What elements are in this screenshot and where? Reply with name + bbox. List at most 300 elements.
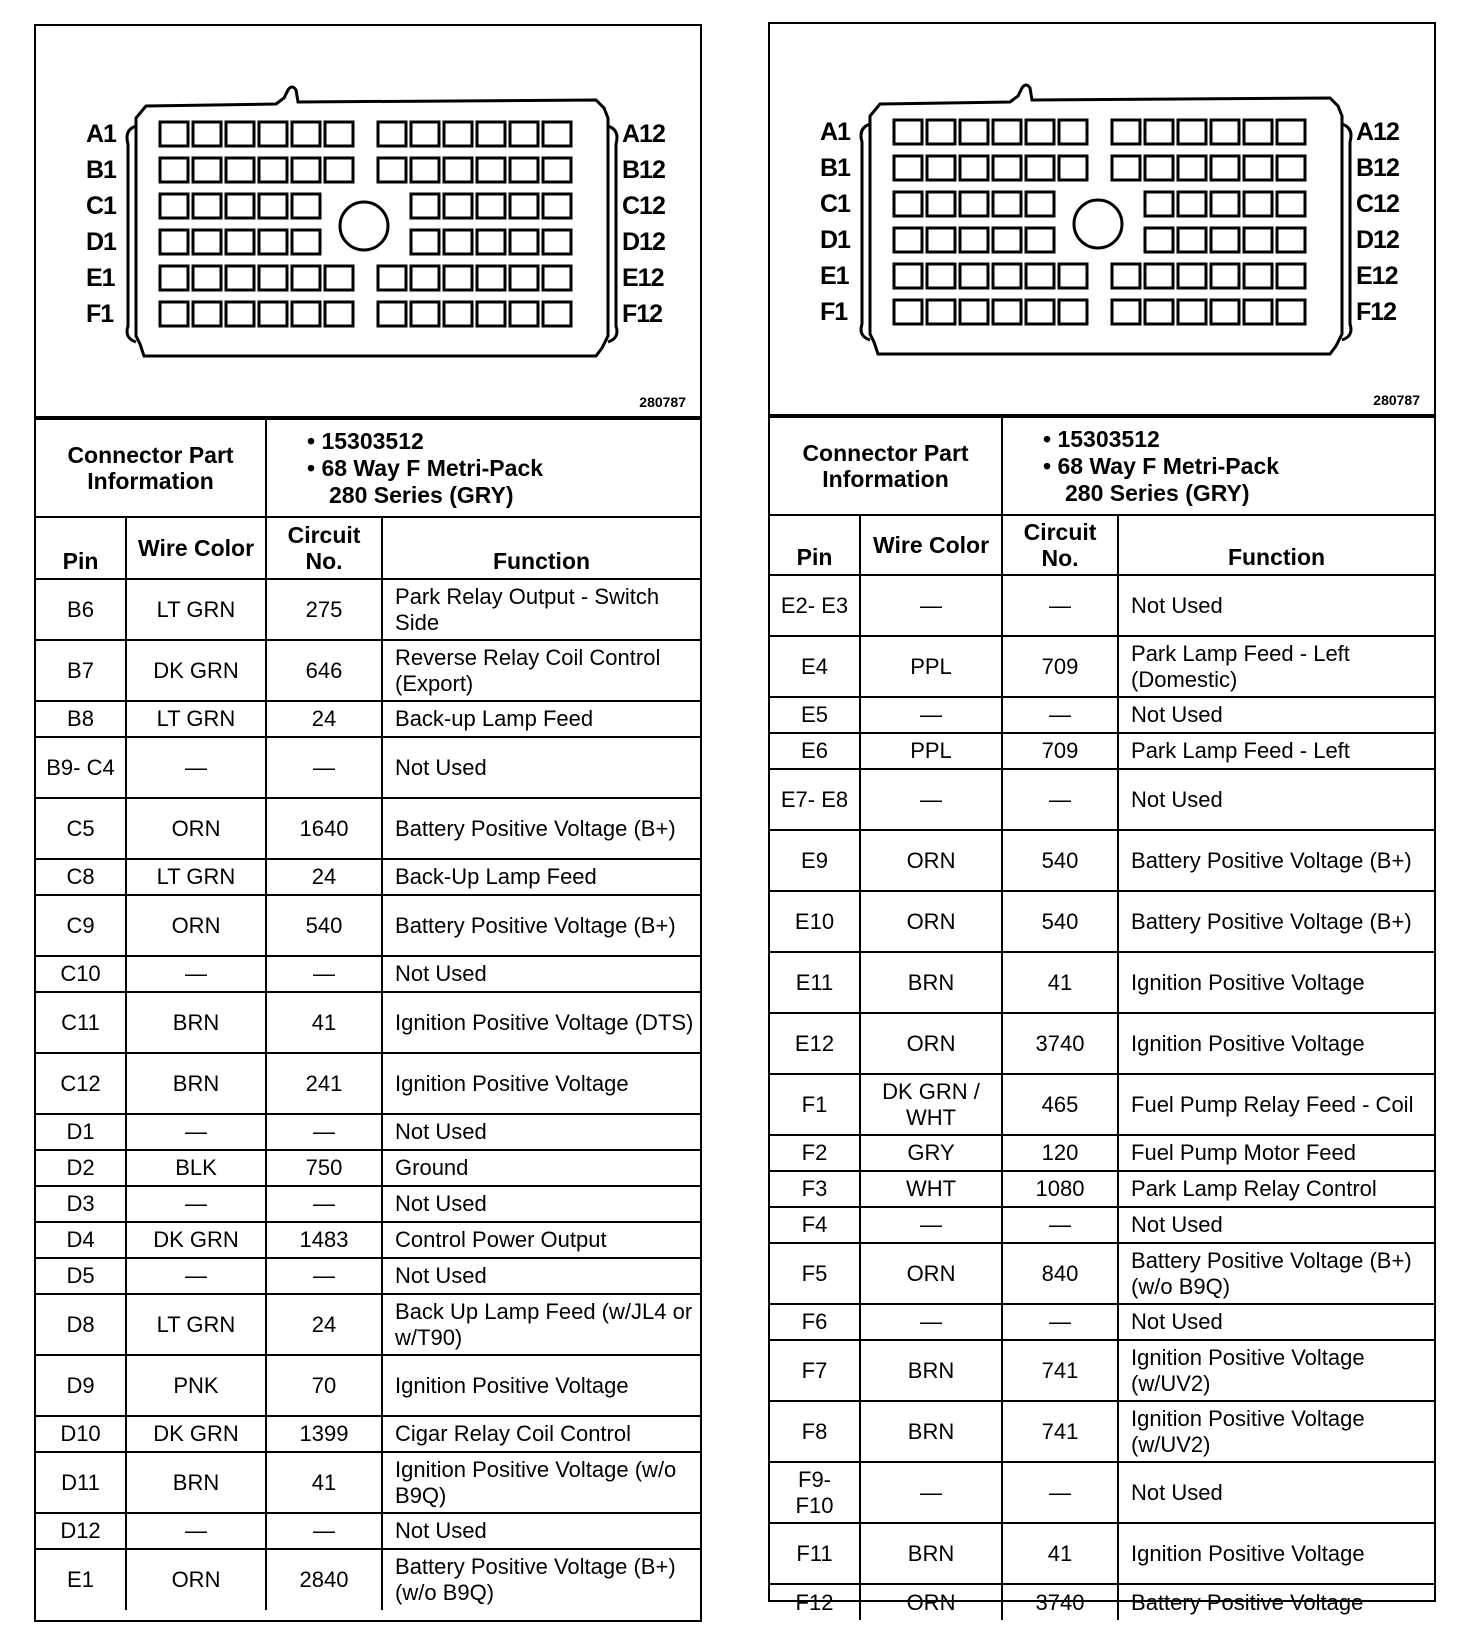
pin-cell: F6 — [770, 1304, 860, 1340]
circuit-cell: — — [1002, 1462, 1118, 1523]
pin-cavity — [1244, 228, 1272, 252]
pin-cavity — [1277, 228, 1305, 252]
circuit-cell: — — [266, 1114, 382, 1150]
pin-cavity — [411, 194, 439, 218]
pin-cavity — [411, 302, 439, 326]
function-cell: Not Used — [1118, 697, 1434, 733]
row-label-right: D12 — [622, 228, 665, 256]
row-label-right: A12 — [1356, 118, 1399, 146]
wire-color-cell: — — [126, 1186, 266, 1222]
left-panel — [34, 24, 702, 1622]
row-label-left: E1 — [86, 264, 115, 292]
pin-cell: D2 — [36, 1150, 126, 1186]
wire-color-cell: BLK — [126, 1150, 266, 1186]
row-label-left: C1 — [820, 190, 850, 218]
table-row — [770, 1243, 1434, 1304]
pin-cavity — [477, 266, 505, 290]
row-label-right: C12 — [1356, 190, 1399, 218]
pin-cavity — [894, 120, 922, 144]
row-label-right: A12 — [622, 120, 665, 148]
circuit-cell: — — [266, 1513, 382, 1549]
pin-cavity — [477, 158, 505, 182]
pin-cavity — [292, 194, 320, 218]
pin-cavity — [894, 192, 922, 216]
table-row — [36, 1150, 700, 1186]
pin-cavity — [543, 302, 571, 326]
pin-cavity — [444, 158, 472, 182]
pin-cell: E7- E8 — [770, 769, 860, 830]
part-number: • 15303512 — [307, 427, 424, 454]
row-label-right: D12 — [1356, 226, 1399, 254]
pin-cell: D10 — [36, 1416, 126, 1452]
connector-part-label: Connector Part Information — [36, 419, 266, 517]
function-cell: Park Lamp Feed - Left (Domestic) — [1118, 636, 1434, 697]
circuit-cell: 3740 — [1002, 1013, 1118, 1074]
pin-cavity — [1145, 300, 1173, 324]
pin-cavity — [259, 122, 287, 146]
table-row — [770, 1171, 1434, 1207]
pin-cavity — [1277, 192, 1305, 216]
pin-cavity — [1059, 264, 1087, 288]
function-cell: Fuel Pump Motor Feed — [1118, 1135, 1434, 1171]
table-row — [36, 1513, 700, 1549]
pin-cavity — [411, 122, 439, 146]
row-label-left: B1 — [820, 154, 850, 182]
pin-cell: E6 — [770, 733, 860, 769]
pin-cell: C8 — [36, 859, 126, 895]
pin-cavity — [226, 122, 254, 146]
table-row — [36, 1294, 700, 1355]
function-cell: Not Used — [1118, 769, 1434, 830]
table-row — [36, 1416, 700, 1452]
circuit-cell: 540 — [1002, 830, 1118, 891]
wire-color-cell: ORN — [126, 798, 266, 859]
circuit-cell: 41 — [266, 992, 382, 1053]
pin-cavity — [477, 194, 505, 218]
table-row — [36, 1222, 700, 1258]
function-cell: Ignition Positive Voltage (w/UV2) — [1118, 1340, 1434, 1401]
pin-cell: E9 — [770, 830, 860, 891]
table-row — [36, 1549, 700, 1610]
pin-cavity — [259, 302, 287, 326]
pin-cavity — [960, 228, 988, 252]
pin-cavity — [1026, 192, 1054, 216]
pin-cell: F5 — [770, 1243, 860, 1304]
function-cell: Ignition Positive Voltage — [382, 1355, 700, 1416]
polarization-key — [340, 202, 388, 250]
wire-color-cell: LT GRN — [126, 859, 266, 895]
pin-cavity — [259, 194, 287, 218]
pin-cavity — [1211, 120, 1239, 144]
pin-cavity — [325, 302, 353, 326]
table-row — [36, 579, 700, 640]
pin-cavity — [1277, 264, 1305, 288]
pin-cavity — [193, 194, 221, 218]
circuit-cell: 750 — [266, 1150, 382, 1186]
table-row — [770, 1074, 1434, 1135]
pin-cell: F9- F10 — [770, 1462, 860, 1523]
connector-part-values — [1002, 417, 1434, 515]
pin-cavity — [292, 266, 320, 290]
function-cell: Park Lamp Relay Control — [1118, 1171, 1434, 1207]
function-cell: Not Used — [382, 956, 700, 992]
circuit-cell: 709 — [1002, 733, 1118, 769]
pin-cavity — [993, 156, 1021, 180]
pin-cavity — [477, 230, 505, 254]
pin-cavity — [1211, 300, 1239, 324]
pin-cavity — [411, 266, 439, 290]
table-row — [36, 737, 700, 798]
table-row — [36, 798, 700, 859]
pin-cavity — [1244, 120, 1272, 144]
function-cell: Not Used — [382, 737, 700, 798]
pin-cavity — [193, 266, 221, 290]
table-row — [36, 1355, 700, 1416]
wire-color-cell: — — [860, 697, 1002, 733]
pin-cavity — [960, 264, 988, 288]
wire-color-cell: DK GRN — [126, 1416, 266, 1452]
pin-cell: D9 — [36, 1355, 126, 1416]
function-cell: Ground — [382, 1150, 700, 1186]
table-row — [770, 1304, 1434, 1340]
pin-cavity — [1244, 192, 1272, 216]
table-row — [770, 1135, 1434, 1171]
function-cell: Battery Positive Voltage (B+) — [382, 798, 700, 859]
function-cell: Not Used — [1118, 1207, 1434, 1243]
function-cell: Ignition Positive Voltage (w/o B9Q) — [382, 1452, 700, 1513]
pin-cavity — [993, 264, 1021, 288]
pin-cavity — [1178, 192, 1206, 216]
function-cell: Battery Positive Voltage (B+) — [1118, 891, 1434, 952]
pin-cavity — [1026, 120, 1054, 144]
wire-color-cell: DK GRN / WHT — [860, 1074, 1002, 1135]
table-row — [770, 891, 1434, 952]
pin-cavity — [160, 266, 188, 290]
pin-cavity — [894, 156, 922, 180]
pin-cavity — [325, 266, 353, 290]
connector-face-right — [770, 24, 1434, 414]
pinout-table-left — [36, 418, 700, 1610]
wire-color-cell: BRN — [860, 952, 1002, 1013]
header-wire-color: Wire Color — [860, 515, 1002, 575]
row-label-right: F12 — [1356, 298, 1397, 326]
pin-cavity — [411, 158, 439, 182]
wire-color-cell: — — [860, 1207, 1002, 1243]
part-desc-2: 280 Series (GRY) — [329, 481, 514, 508]
row-label-right: C12 — [622, 192, 665, 220]
pin-cavity — [960, 192, 988, 216]
pin-cavity — [160, 230, 188, 254]
figure-number: 280787 — [1373, 392, 1420, 408]
header-pin: Pin — [770, 515, 860, 575]
pin-cavity — [927, 228, 955, 252]
pin-cell: D5 — [36, 1258, 126, 1294]
pin-cell: D1 — [36, 1114, 126, 1150]
function-cell: Ignition Positive Voltage — [382, 1053, 700, 1114]
row-label-left: F1 — [820, 298, 848, 326]
table-row — [36, 1053, 700, 1114]
pin-cavity — [1026, 264, 1054, 288]
wire-color-cell: PPL — [860, 733, 1002, 769]
pin-cavity — [378, 266, 406, 290]
wire-color-cell: BRN — [860, 1401, 1002, 1462]
wire-color-cell: DK GRN — [126, 1222, 266, 1258]
circuit-cell: 41 — [1002, 952, 1118, 1013]
table-row — [770, 1207, 1434, 1243]
row-label-left: F1 — [86, 300, 114, 328]
function-cell: Not Used — [382, 1114, 700, 1150]
pin-cell: F12 — [770, 1584, 860, 1620]
function-cell: Control Power Output — [382, 1222, 700, 1258]
table-row — [770, 1584, 1434, 1620]
wire-color-cell: ORN — [860, 1013, 1002, 1074]
pin-cavity — [543, 194, 571, 218]
pin-cavity — [292, 302, 320, 326]
pin-cavity — [1145, 228, 1173, 252]
circuit-cell: — — [266, 1258, 382, 1294]
pin-cavity — [1145, 192, 1173, 216]
table-row — [770, 1523, 1434, 1584]
pin-cavity — [1026, 228, 1054, 252]
pin-cavity — [1211, 192, 1239, 216]
pin-cavity — [543, 158, 571, 182]
wire-color-cell: LT GRN — [126, 579, 266, 640]
pin-cavity — [1112, 120, 1140, 144]
pin-cell: D11 — [36, 1452, 126, 1513]
pin-cavity — [378, 122, 406, 146]
pin-cell: E5 — [770, 697, 860, 733]
pin-cavity — [1112, 300, 1140, 324]
pin-cavity — [1211, 156, 1239, 180]
connector-part-values — [266, 419, 700, 517]
pin-cavity — [1178, 264, 1206, 288]
pin-cavity — [444, 122, 472, 146]
function-cell: Ignition Positive Voltage (w/UV2) — [1118, 1401, 1434, 1462]
pin-cell: F7 — [770, 1340, 860, 1401]
table-row — [36, 1258, 700, 1294]
wire-color-cell: ORN — [126, 895, 266, 956]
circuit-cell: 741 — [1002, 1401, 1118, 1462]
wire-color-cell: — — [126, 956, 266, 992]
table-row — [770, 1401, 1434, 1462]
pin-cavity — [1026, 156, 1054, 180]
circuit-cell: 41 — [1002, 1523, 1118, 1584]
header-function: Function — [1118, 515, 1434, 575]
row-label-right: B12 — [1356, 154, 1399, 182]
circuit-cell: 741 — [1002, 1340, 1118, 1401]
pin-cavity — [927, 120, 955, 144]
pin-cavity — [193, 230, 221, 254]
circuit-cell: 709 — [1002, 636, 1118, 697]
circuit-cell: 465 — [1002, 1074, 1118, 1135]
function-cell: Ignition Positive Voltage (DTS) — [382, 992, 700, 1053]
table-row — [770, 952, 1434, 1013]
table-row — [770, 733, 1434, 769]
pin-cell: E10 — [770, 891, 860, 952]
circuit-cell: 241 — [266, 1053, 382, 1114]
pin-cavity — [960, 120, 988, 144]
pin-cavity — [1277, 120, 1305, 144]
pin-cavity — [226, 266, 254, 290]
table-row — [36, 701, 700, 737]
table-row — [770, 769, 1434, 830]
table-row — [770, 697, 1434, 733]
pin-cavity — [444, 230, 472, 254]
circuit-cell: 120 — [1002, 1135, 1118, 1171]
circuit-cell: 24 — [266, 701, 382, 737]
pin-cavity — [325, 158, 353, 182]
function-cell: Cigar Relay Coil Control — [382, 1416, 700, 1452]
function-cell: Battery Positive Voltage (B+) — [1118, 830, 1434, 891]
pin-cavity — [894, 228, 922, 252]
wire-color-cell: BRN — [126, 992, 266, 1053]
function-cell: Not Used — [1118, 1304, 1434, 1340]
pin-cavity — [259, 230, 287, 254]
wire-color-cell: WHT — [860, 1171, 1002, 1207]
polarization-key — [1074, 200, 1122, 248]
circuit-cell: — — [1002, 1207, 1118, 1243]
table-row — [770, 575, 1434, 636]
row-label-left: C1 — [86, 192, 116, 220]
header-pin: Pin — [36, 517, 126, 579]
pinout-table-right — [770, 416, 1434, 1620]
header-circuit: Circuit No. — [1002, 515, 1118, 575]
table-row — [36, 1186, 700, 1222]
function-cell: Battery Positive Voltage (B+) (w/o B9Q) — [1118, 1243, 1434, 1304]
pin-cavity — [1026, 300, 1054, 324]
wire-color-cell: DK GRN — [126, 640, 266, 701]
function-cell: Ignition Positive Voltage — [1118, 1013, 1434, 1074]
table-row — [36, 956, 700, 992]
circuit-cell: — — [1002, 1304, 1118, 1340]
function-cell: Park Lamp Feed - Left — [1118, 733, 1434, 769]
pin-cell: E4 — [770, 636, 860, 697]
table-row — [770, 1462, 1434, 1523]
pin-cell: C12 — [36, 1053, 126, 1114]
pin-cell: B9- C4 — [36, 737, 126, 798]
circuit-cell: 70 — [266, 1355, 382, 1416]
row-label-left: A1 — [86, 120, 116, 148]
pin-cavity — [993, 300, 1021, 324]
pin-cell: F2 — [770, 1135, 860, 1171]
pin-cavity — [1059, 156, 1087, 180]
circuit-cell: 1483 — [266, 1222, 382, 1258]
pin-cavity — [477, 122, 505, 146]
wire-color-cell: ORN — [860, 1584, 1002, 1620]
function-cell: Reverse Relay Coil Control (Export) — [382, 640, 700, 701]
wire-color-cell: LT GRN — [126, 1294, 266, 1355]
pin-cell: D12 — [36, 1513, 126, 1549]
wire-color-cell: BRN — [860, 1523, 1002, 1584]
wire-color-cell: ORN — [860, 830, 1002, 891]
pin-cavity — [259, 266, 287, 290]
pin-cavity — [1178, 156, 1206, 180]
pin-cavity — [226, 158, 254, 182]
pin-cavity — [1178, 228, 1206, 252]
pin-cavity — [292, 122, 320, 146]
pin-cavity — [226, 230, 254, 254]
row-label-right: B12 — [622, 156, 665, 184]
row-label-left: B1 — [86, 156, 116, 184]
pin-cavity — [894, 300, 922, 324]
pin-cavity — [1244, 264, 1272, 288]
connector-diagram-right — [770, 24, 1434, 416]
table-row — [36, 640, 700, 701]
function-cell: Back-Up Lamp Feed — [382, 859, 700, 895]
circuit-cell: 2840 — [266, 1549, 382, 1610]
pin-cavity — [894, 264, 922, 288]
pin-cavity — [510, 302, 538, 326]
wire-color-cell: BRN — [126, 1452, 266, 1513]
pin-cell: F8 — [770, 1401, 860, 1462]
pin-cavity — [325, 122, 353, 146]
pin-cell: C5 — [36, 798, 126, 859]
pin-cavity — [510, 194, 538, 218]
table-row — [770, 636, 1434, 697]
function-cell: Not Used — [1118, 575, 1434, 636]
function-cell: Back-up Lamp Feed — [382, 701, 700, 737]
table-row — [770, 830, 1434, 891]
pin-cell: C11 — [36, 992, 126, 1053]
wire-color-cell: — — [860, 575, 1002, 636]
pin-cell: C9 — [36, 895, 126, 956]
wire-color-cell: — — [126, 1114, 266, 1150]
circuit-cell: 24 — [266, 1294, 382, 1355]
pin-cavity — [510, 158, 538, 182]
circuit-cell: 1080 — [1002, 1171, 1118, 1207]
pin-cavity — [510, 122, 538, 146]
pin-cavity — [1244, 156, 1272, 180]
table-row — [36, 1452, 700, 1513]
wire-color-cell: — — [860, 1304, 1002, 1340]
pin-cavity — [927, 192, 955, 216]
circuit-cell: — — [266, 737, 382, 798]
pin-cavity — [1145, 264, 1173, 288]
table-row — [36, 895, 700, 956]
function-cell: Not Used — [382, 1258, 700, 1294]
pin-cavity — [193, 302, 221, 326]
pin-cell: B6 — [36, 579, 126, 640]
function-cell: Not Used — [382, 1186, 700, 1222]
pin-cavity — [160, 302, 188, 326]
wire-color-cell: ORN — [860, 891, 1002, 952]
circuit-cell: — — [266, 1186, 382, 1222]
circuit-cell: 1640 — [266, 798, 382, 859]
pin-cavity — [927, 300, 955, 324]
pin-cavity — [1145, 120, 1173, 144]
right-panel — [768, 22, 1436, 1615]
function-cell: Ignition Positive Voltage — [1118, 1523, 1434, 1584]
pin-cavity — [160, 158, 188, 182]
pin-cavity — [444, 302, 472, 326]
wire-color-cell: PNK — [126, 1355, 266, 1416]
pin-cavity — [1277, 156, 1305, 180]
function-cell: Not Used — [382, 1513, 700, 1549]
pin-cavity — [960, 156, 988, 180]
function-cell: Fuel Pump Relay Feed - Coil — [1118, 1074, 1434, 1135]
wire-color-cell: ORN — [126, 1549, 266, 1610]
row-label-left: D1 — [86, 228, 116, 256]
pin-cavity — [1112, 264, 1140, 288]
function-cell: Battery Positive Voltage (B+) (w/o B9Q) — [382, 1549, 700, 1610]
pin-cavity — [477, 302, 505, 326]
pin-cavity — [378, 158, 406, 182]
part-desc-1: • 68 Way F Metri-Pack — [1043, 452, 1280, 479]
pin-cavity — [411, 230, 439, 254]
pin-cell: F11 — [770, 1523, 860, 1584]
row-label-right: E12 — [622, 264, 664, 292]
pin-cavity — [160, 122, 188, 146]
